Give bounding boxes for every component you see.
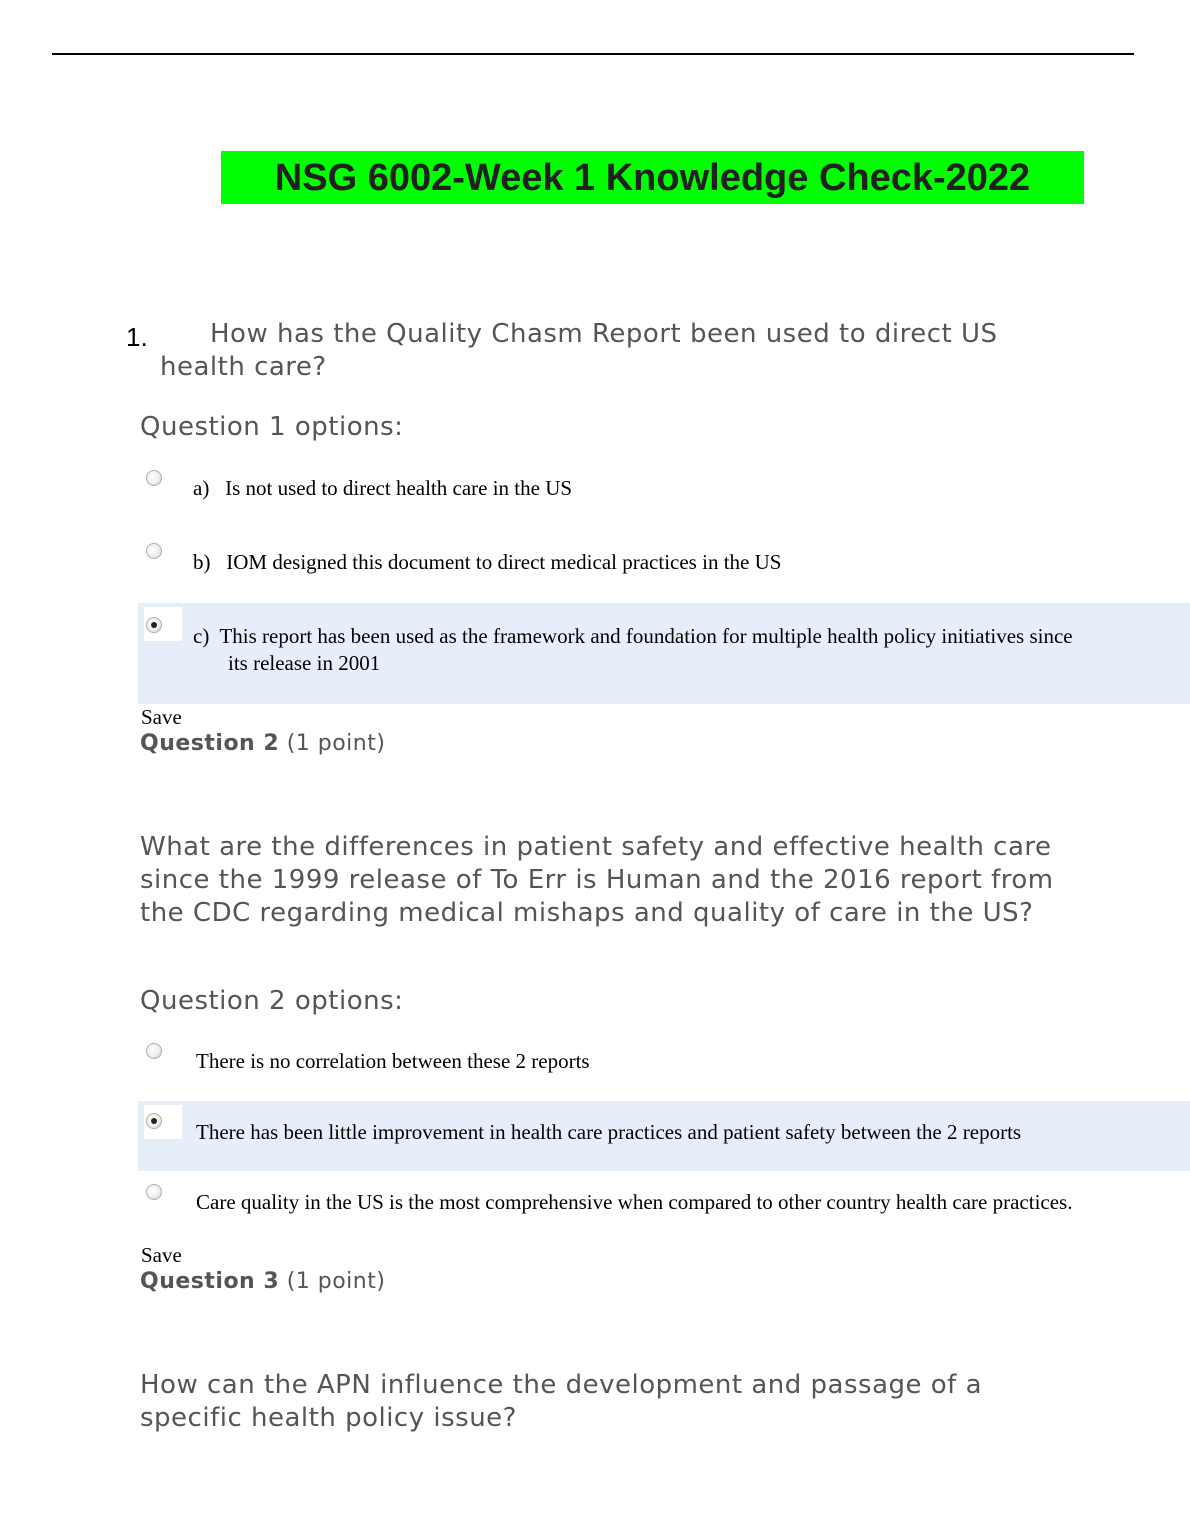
q1-option-c-radio[interactable] — [146, 617, 162, 633]
q1-save-button[interactable]: Save — [141, 705, 182, 729]
title-highlight — [221, 151, 1084, 204]
q1-option-a-radio[interactable] — [146, 470, 162, 486]
question-3-heading-label: Question 3 — [140, 1269, 280, 1294]
page-title: NSG 6002-Week 1 Knowledge Check-2022 — [274, 157, 1031, 199]
q1-option-c[interactable] — [193, 623, 1183, 649]
question-1-text: How has the Quality Chasm Report been used to direct US health care? — [160, 319, 998, 382]
question-2-options-heading: Question 2 options: — [140, 986, 404, 1016]
q1-option-c-label: c) — [193, 624, 210, 648]
q2-option-2-radio[interactable] — [146, 1113, 162, 1129]
q2-option-1[interactable]: There is no correlation between these 2 reports — [196, 1049, 590, 1073]
q1-option-c-text-continued: its release in 2001 — [228, 651, 381, 675]
question-3-points: (1 point) — [286, 1269, 386, 1294]
q2-option-3[interactable]: Care quality in the US is the most comprehensive when compared to other country health care practices. — [196, 1190, 1073, 1214]
q2-save-button[interactable]: Save — [141, 1243, 182, 1267]
question-1-options-heading: Question 1 options: — [140, 412, 404, 442]
q1-option-a-label: a) — [193, 476, 210, 500]
q2-option-2[interactable]: There has been little improvement in health care practices and patient safety between the 2 reports — [196, 1120, 1022, 1144]
q1-option-c-text: This report has been used as the framework and foundation for multiple health policy initiatives since — [219, 624, 1073, 648]
q2-option-1-radio[interactable] — [146, 1043, 162, 1059]
q1-option-b[interactable] — [193, 549, 781, 575]
question-3-heading — [140, 1269, 385, 1294]
question-2-text: What are the differences in patient safety and effective health care since the 1999 release of To Err is Human and the 2016 report from the CDC regarding medical mishaps and quality of care in the US? — [140, 832, 1054, 928]
top-divider — [52, 53, 1134, 55]
question-2-heading-label: Question 2 — [140, 731, 280, 756]
question-3-text: How can the APN influence the development and passage of a specific health policy issue? — [140, 1370, 983, 1433]
q1-option-a[interactable] — [193, 475, 572, 501]
question-2-heading — [140, 731, 385, 756]
question-1-number: 1. — [126, 322, 148, 352]
q1-option-b-text: IOM designed this document to direct medical practices in the US — [226, 550, 782, 574]
question-2-points: (1 point) — [286, 731, 386, 756]
q2-option-3-radio[interactable] — [146, 1184, 162, 1200]
q1-option-b-radio[interactable] — [146, 543, 162, 559]
q1-option-b-label: b) — [193, 550, 211, 574]
q1-option-a-text: Is not used to direct health care in the US — [225, 476, 573, 500]
